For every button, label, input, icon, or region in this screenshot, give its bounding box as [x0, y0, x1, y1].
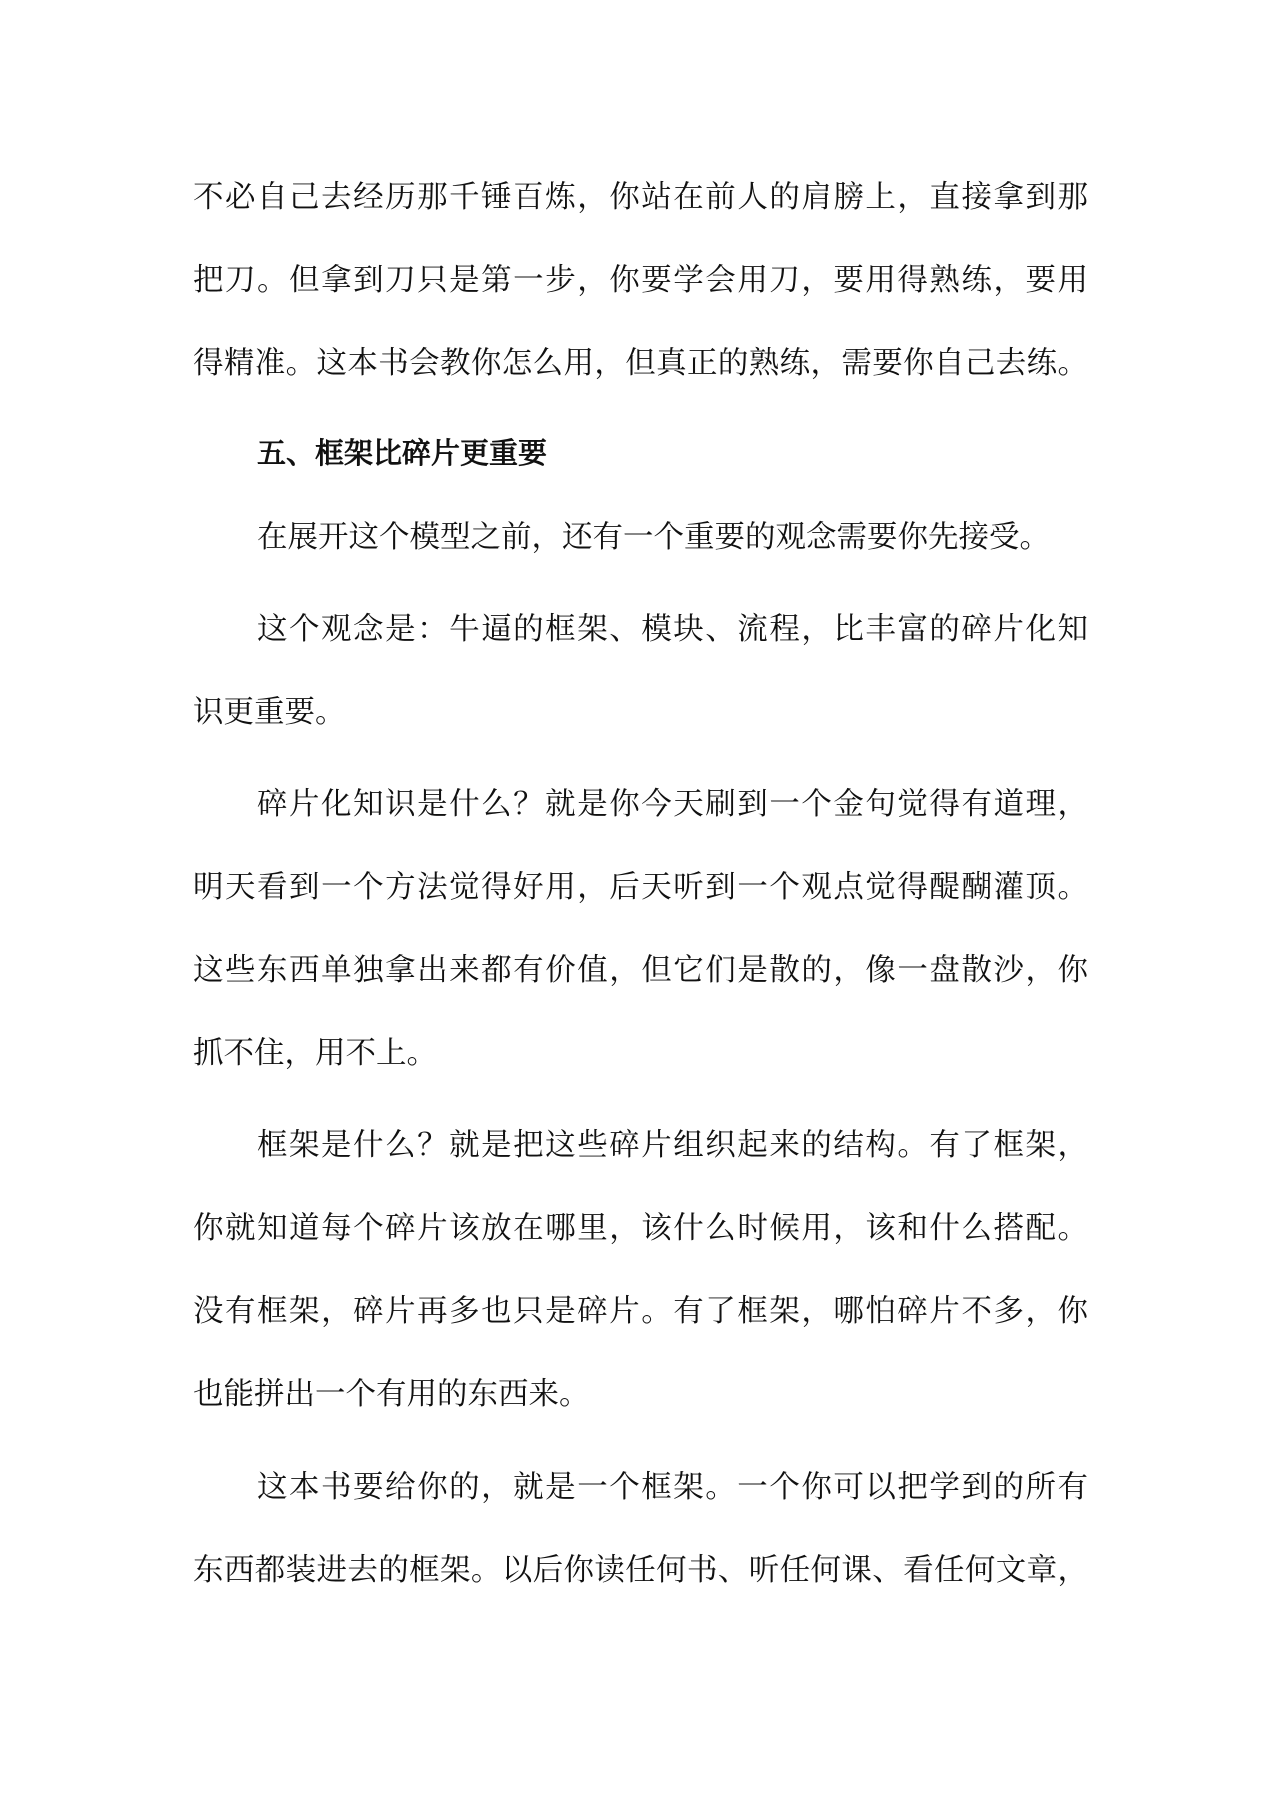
- paragraph-line: 这些东西单独拿出来都有价值，但它们是散的，像一盘散沙，你: [193, 953, 1088, 988]
- paragraph-line: 识更重要。: [193, 695, 346, 730]
- paragraph-line: 没有框架，碎片再多也只是碎片。有了框架，哪怕碎片不多，你: [193, 1294, 1088, 1329]
- paragraph-line: 不必自己去经历那千锤百炼，你站在前人的肩膀上，直接拿到那: [193, 180, 1088, 215]
- section-heading: 五、框架比碎片更重要: [257, 436, 548, 470]
- paragraph-line: 这个观念是：牛逼的框架、模块、流程，比丰富的碎片化知: [257, 612, 1088, 647]
- paragraph-line: 东西都装进去的框架。以后你读任何书、听任何课、看任何文章，: [193, 1553, 1088, 1588]
- paragraph-line: 碎片化知识是什么？就是你今天刷到一个金句觉得有道理，: [257, 787, 1088, 822]
- paragraph-line: 抓不住，用不上。: [193, 1036, 437, 1071]
- paragraph-line: 得精准。这本书会教你怎么用，但真正的熟练，需要你自己去练。: [193, 346, 1088, 381]
- paragraph-line: 框架是什么？就是把这些碎片组织起来的结构。有了框架，: [257, 1128, 1088, 1163]
- paragraph-line: 在展开这个模型之前，还有一个重要的观念需要你先接受。: [257, 520, 1050, 555]
- paragraph-line: 也能拼出一个有用的东西来。: [193, 1377, 590, 1412]
- paragraph-line: 你就知道每个碎片该放在哪里，该什么时候用，该和什么搭配。: [193, 1211, 1088, 1246]
- paragraph-line: 明天看到一个方法觉得好用，后天听到一个观点觉得醍醐灌顶。: [193, 870, 1088, 905]
- paragraph-line: 这本书要给你的，就是一个框架。一个你可以把学到的所有: [257, 1470, 1088, 1505]
- paragraph-line: 把刀。但拿到刀只是第一步，你要学会用刀，要用得熟练，要用: [193, 263, 1088, 298]
